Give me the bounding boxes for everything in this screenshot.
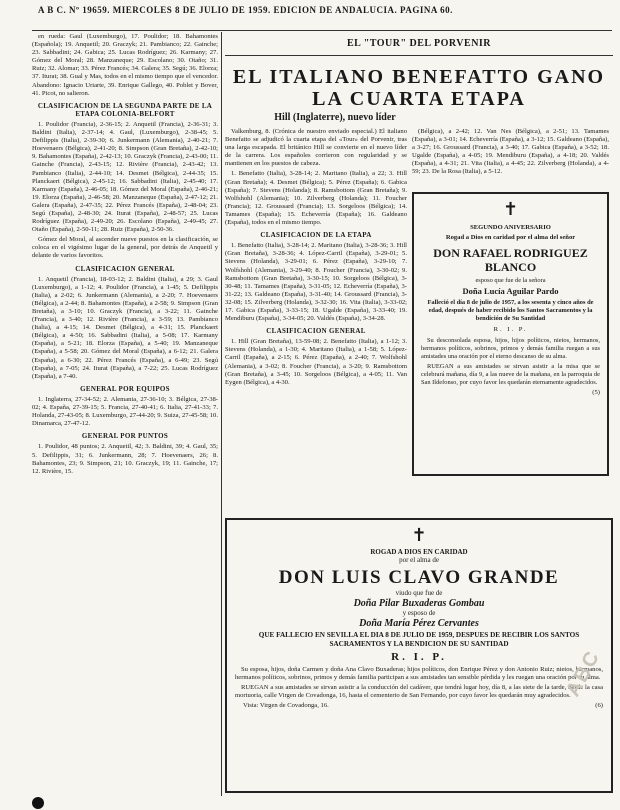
notice2-first-wife: Doña Pilar Buxaderas Gombau [353, 598, 485, 609]
page-header: A B C. Nº 19659. MIERCOLES 8 DE JULIO DE 1959. EDICION DE ANDALUCIA. PAGINA 60. [38, 5, 453, 15]
left-intro: en rueda: Gaul (Luxemburgo), 17. Poulidor; 18. Bahamontes (Española); 19. Anquetil; 20. Graczyk; 21. Pambianco; 22. Gainche; 23. Sabbadini; 24. Gabica; 25. Lucas Rodríguez; 26. Karmany; 27. Gómez del Moral; 28. Manzaneque; 29. Escolano; 30. Otaño; 31. Ruiz; 32. Alomar; 33. Pérez Francés; 34. Galera; 35. Segú; 36. Elorza; 37. Iturat; 38. Gual y Mas, todos en el mismo tiempo que el vencedor. Abandono: Ignacio Uriarte, 39. Enrique Gallego, 40. Poblet y Bover, 41. Picot, no salieron. [32, 33, 218, 97]
article-general-results: 1. Hill (Gran Bretaña), 13-59-08; 2. Benefatto (Italia), a 1-12; 3. Stevens (Holanda), a 1-30; 4. Maritano (Italia), a 1-58; 5. López-Carril (España), a 2-15; 6. Pérez (España), a 2-40; 7. Wolfshohl (Alemania), a 3-02; 8. Foucher (Francia), a 3-20; 9. Ramsbottom (Gran Bretaña), a 3-45; 10. Sorgeloos (Bélgica), a 4-05; 11. Van Eygen (Bélgica), a 4-30. [225, 338, 407, 386]
notice2-for-soul: por el alma de [399, 556, 439, 564]
notice1-family: Su desconsolada esposa, hijos, hijos políticos, nietos, hermanos, hermanos políticos, sobrinos, primos y demás familia ruegan a sus amistades una oración por el eterno descanso de su alma. [421, 337, 600, 360]
obituary-clavo-grande [225, 518, 613, 793]
article-subhead: Hill (Inglaterre), nuevo líder [274, 112, 396, 123]
article-finish: 1. Benefatto (Italia), 3-28-14; 2. Maritano (Italia), a 22; 3. Hill (Gran Bretaña); 4. Desmet (Bélgica); 5. Pérez (España); 6. Gabica (España); 7. Stevens (Holanda); 8. Ramsbottom (Gran Bretaña); 9. Wolfshohl (Alemania); 10. Zilverberg (Holanda); 11. Foucher (Francia); 12. Groussard (Francia); 13. Sorgeloos (Bélgica); 14. Tamames (España); 15. Echeverría (España); 16. Galdeano (España), todos en el mismo tiempo. [225, 170, 407, 227]
left-points-results: 1. Poulidor, 48 puntos; 2. Anquetil, 42; 3. Baldini, 39; 4. Gaul, 35; 5. Defilippis, 31; 6. Junkermann, 28; 7. Hoevenaers, 26; 8. Bahamontes, 23; 9. Simpson, 21; 10. Graczyk, 19; 11. Gainche, 17; 12. Rivière, 15. [32, 443, 218, 475]
notice2-death-statement: QUE FALLECIO EN SEVILLA EL DIA 8 DE JULIO DE 1959, DESPUES DE RECIBIR LOS SANTOS SACRAMENTOS Y LA BENDICION DE SU SANTIDAD [258, 631, 580, 648]
notice2-house: Vista: Virgen de Covadonga, 16. [243, 702, 329, 710]
left-heading-general: CLASIFICACION GENERAL [75, 264, 175, 273]
article-general-continued: (Bélgica), a 2-42; 12. Van Nes (Bélgica), a 2-51; 13. Tamames (España), a 3-01; 14. Echeverría (España), a 3-12; 15. Galdeano (España), a 3-27; 16. Groussard (Francia), a 3-40; 17. Gabica (España), a 3-52; 18. Ugalde (España), a 4-05; 19. Mendiburu (España), a 4-18; 20. Valdés (España), a 4-31; 21. Vita (Italia), a 4-45; 22. Zilverberg (Holanda), a 4-59; 23. De la Rosa (Italia), a 5-12. [412, 128, 609, 176]
notice2-family: Su esposa, hijos, doña Carmen y doña Ana Clavo Buxaderas; hijos políticos, don Enrique Pérez y don Antonio Ruiz; nietos, hermanos, hermanos políticos, sobrinos, primos y demás familia participan a sus amistades tan sensible pérdida y les ruegan una oración por su alma. [235, 666, 603, 682]
left-general-results: 1. Anquetil (Francia), 18-03-12; 2. Baldini (Italia), a 29; 3. Gaul (Luxemburgo), a 1-12; 4. Poulidor (Francia), a 1-45; 5. Defilippis (Italia), a 2-02; 6. Junkermann (Alemania), a 2-20; 7. Hoevenaers (Bélgica), a 2-44; 8. Bahamontes (España), a 2-58; 9. Simpson (Gran Bretaña), a 3-10; 10. Graczyk (Francia), a 3-22; 11. Gainche (Francia), a 3-40; 12. Rivière (Francia), a 3-59; 13. Pambianco (Italia), a 4-15; 14. Desmet (Bélgica), a 4-31; 15. Planckaert (Bélgica), a 4-50; 16. Sabbadini (Italia), a 5-08; 17. Karmany (España), a 5-21; 18. Elorza (España), a 5-40; 19. Manzaneque (España), a 5-58; 20. Gómez del Moral (España), a 6-12; 21. Galera (España), a 6-30; 22. Pérez Francés (España), a 6-49; 23. Segú (España), a 7-05; 24. Iturat (España), a 7-22; 25. Lucas Rodríguez (España), a 7-40. [32, 275, 218, 380]
left-note: Gómez del Moral, al ascender nueve puestos en la clasificación, se coloca en el vigésimo lugar de la general, por detrás de Anquetil y delante de varios favoritos. [32, 236, 218, 260]
notice2-number: (6) [595, 702, 603, 710]
left-heading-teams: GENERAL POR EQUIPOS [80, 384, 170, 393]
notice1-spouse-label: esposo que fue de la señora [475, 277, 546, 284]
left-column [32, 33, 218, 797]
article-headline: EL ITALIANO BENEFATTO GANO LA CUARTA ETAPA [232, 66, 606, 110]
kicker-rule [225, 55, 613, 56]
notice1-anniversary: SEGUNDO ANIVERSARIO [470, 224, 551, 231]
article-lead: Valkenburg, 8. (Crónica de nuestro enviado especial.) El italiano Benefatto se adjudicó la cuarta etapa del «Tour» del Porvenir, tras una larga escapada. El británico Hill se convierte en el nuevo líder de la carrera. Los españoles corrieron con regularidad y se mantienen en los puestos de cabeza. [225, 128, 407, 168]
obituary-rodriguez-blanco [412, 192, 609, 476]
notice2-widower-label: viudo que fue de [395, 589, 443, 597]
notice2-rip: R. I. P. [391, 651, 447, 663]
notice2-prayer: ROGAD A DIOS EN CARIDAD [370, 548, 468, 556]
ink-blot [32, 797, 44, 809]
notice1-number: (5) [592, 389, 600, 396]
notice1-prayer: Rogad a Dios en caridad por el alma del señor [445, 234, 576, 241]
notice2-footer [235, 702, 603, 709]
cross-icon: ✝ [502, 199, 519, 219]
notice1-death-statement: Falleció el día 8 de julio de 1957, a los sesenta y cinco años de edad, después de haber recibido los Santos Sacramentos y la bendición de Su Santidad [427, 299, 594, 322]
header-rule [32, 30, 612, 31]
notice2-name: DON LUIS CLAVO GRANDE [278, 567, 560, 588]
notice1-name: DON RAFAEL RODRIGUEZ BLANCO [433, 246, 588, 274]
notice1-body [421, 337, 600, 387]
left-stage-part-results: 1. Poulidor (Francia), 2-36-15; 2. Anquetil (Francia), 2-36-31; 3. Baldini (Italia), 2-37-14; 4. Gaul, (Luxemburgo), 2-38-45; 5. Defilippis (Italia), 2-39-30; 6. Junkermann (Alemania), 2-40-21; 7. Hoevenaers (Bélgica), 2-41-20; 8. Simpson (Gran Bretaña), 2-42-10; 9. Bahamontes (España), 2-42-13; 10. Graczyk (Francia), 2-43-00; 11. Gainche (Francia), 2-43-15; 12. Rivière (Francia), 2-43-42; 13. Pambianco (Italia), 2-44-10; 14. Desmet (Bélgica), 2-44-35; 15. Planckaert (Bélgica), 2-45-12; 16. Sabbadini (Italia), 2-45-40; 17. Karmany (España), 2-46-05; 18. Gómez del Moral (España), 2-46-21; 19. Elorza (España), 2-46-58; 20. Manzaneque (España), 2-47-12; 21. Galera (España), 2-47-35; 22. Pérez Francés (España), 2-48-04; 23. Segú (España), 2-48-30; 24. Iturat (España), 2-48-57; 25. Lucas Rodríguez (España), 2-49-20; 26. Escolano (España), 2-49-45; 27. Otaño (España), 2-50-11; 28. Ruiz (España), 2-50-36. [32, 120, 218, 234]
article-column-3 [412, 128, 609, 188]
notice1-spouse: Doña Lucía Aguilar Pardo [462, 286, 559, 296]
cross-icon: ✝ [411, 525, 427, 545]
column-divider [221, 32, 222, 796]
article-stage-results: 1. Benefatto (Italia), 3-28-14; 2. Maritano (Italia), 3-28-36; 3. Hill (Gran Bretaña), 3-28-36; 4. López-Carril (España), 3-29-01; 5. Stevens (Holanda), 3-29-01; 6. Pérez (España), 3-29-10; 7. Wolfshohl (Alemania), 3-29-40; 8. Foucher (Francia), 3-30-02; 9. Ramsbottom (Gran Bretaña), 3-30-15; 10. Sorgeloos (Bélgica), 3-30-48; 11. Tamames (España), 3-31-05; 12. Echeverría (España), 3-31-22; 13. Galdeano (España), 3-31-40; 14. Groussard (Francia), 3-32-08; 15. Zilverberg (Holanda), 3-32-30; 16. Vita (Italia), 3-33-02; 17. Gabica (España), 3-33-15; 18. Ugalde (España), 3-33-40; 19. Mendiburu (España), 3-34-05; 20. Valdés (España), 3-34-28. [225, 242, 407, 323]
notice2-body [235, 666, 603, 700]
left-heading-points: GENERAL POR PUNTOS [81, 432, 169, 441]
article-column-2 [225, 128, 407, 510]
notice2-request: RUEGAN a sus amistades se sirvan asistir a la conducción del cadáver, que tendrá lugar hoy, día 8, a las siete de la tarde, desde la casa mortuoria, calle Virgen de Covadonga, 16, hasta el cementerio de San Fernando, por cuyo favor les quedarán muy agradecidos. [235, 684, 603, 700]
article-heading-general: CLASIFICACION GENERAL [266, 327, 366, 336]
article-heading-stage: CLASIFICACION DE LA ETAPA [260, 231, 372, 240]
notice1-rip: R. I. P. [493, 326, 528, 333]
left-heading-stage-part: CLASIFICACION DE LA SEGUNDA PARTE DE LA ETAPA COLONIA-BELFORT [37, 101, 213, 118]
notice2-spouse: Doña María Pérez Cervantes [359, 618, 479, 629]
left-team-results: 1. Inglaterra, 27-34-52; 2. Alemania, 27-36-10; 3. Bélgica, 27-38-02; 4. España, 27-39-15; 5. Francia, 27-40-41; 6. Italia, 27-41-33; 7. Holanda, 27-43-05; 8. Luxemburgo, 27-44-20; 9. Suiza, 27-45-58; 10. Dinamarca, 27-47-12. [32, 395, 218, 428]
notice1-request: RUEGAN a sus amistades se sirvan asistir a la misa que se celebrará mañana, día 9, a las nueve de la mañana, en la parroquia de San Ildefonso, por cuyo favor les quedarán eternamente agradecidos. [421, 363, 600, 386]
abc-watermark: ABC [562, 646, 605, 701]
notice2-spouse-label: y esposo de [402, 609, 436, 617]
article-kicker: EL "TOUR" DEL PORVENIR [346, 38, 492, 49]
